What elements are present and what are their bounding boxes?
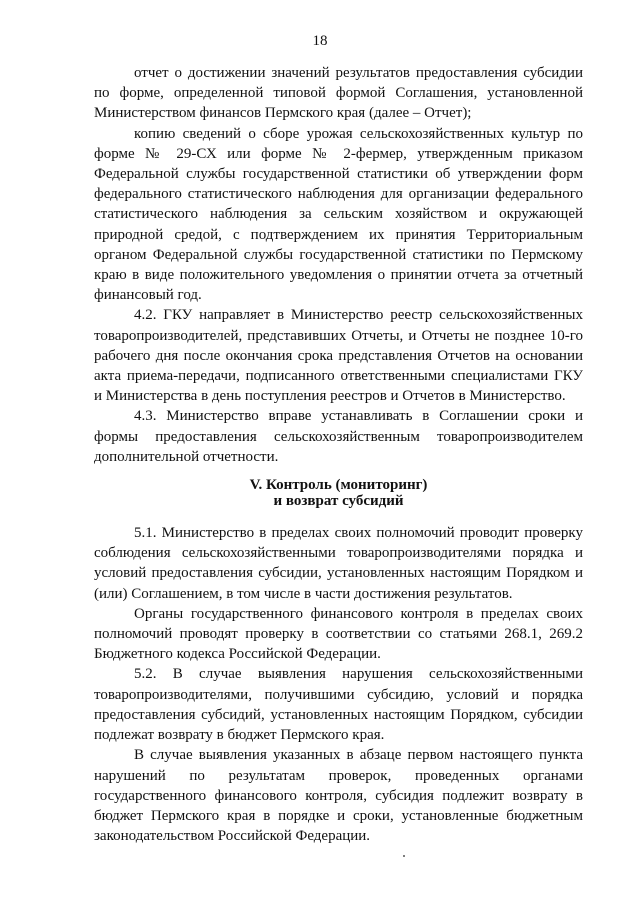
- page-number: 18: [312, 33, 328, 49]
- paragraph-5-1: 5.1. Министерство в пределах своих полномочий проводит проверку соблюдения сельскохозяйственными товаропроизводителями порядка и условий предоставления субсидии, установленных настоящим Порядком и (или) Соглашением, в том числе в части достижения результатов.: [94, 525, 583, 602]
- paragraph-report-achievement: отчет о достижении значений результатов предоставления субсидии по форме, определенной типовой формой Соглашения, установленной Министерством финансов Пермского края (далее – Отчет);: [94, 65, 583, 122]
- paragraph-financial-control: Органы государственного финансового контроля в пределах своих полномочий проводят проверку в соответствии со статьями 268.1, 269.2 Бюджетного кодекса Российской Федерации.: [94, 605, 583, 663]
- paragraph-4-3: 4.3. Министерство вправе устанавливать в Соглашении сроки и формы предоставления сельскохозяйственным товаропроизводителем дополнительной отчетности.: [94, 408, 583, 465]
- paragraph-4-2: 4.2. ГКУ направляет в Министерство реестр сельскохозяйственных товаропроизводителей, представивших Отчеты, и Отчеты не позднее 10-го рабочего дня после окончания срока представления Отчетов на основании акта приема-передачи, подписанного ответственными специалистами ГКУ и Министерства в день поступления реестров и Отчетов в Министерство.: [94, 307, 583, 405]
- paragraph-harvest-data-copy: копию сведений о сборе урожая сельскохозяйственных культур по форме № 29-СХ или форме № 2-фермер, утвержденным приказом Федеральной службы государственной статистики об утверждении форм федерального статистического наблюдения для организации федерального статистического наблюдения за сельским хозяйством и окружающей природной средой, с подтверждением их принятия Территориальным органом Федеральной службы государственной статистики по Пермскому краю в виде положительного уведомления о принятии отчета за отчетный финансовый год.: [94, 125, 583, 304]
- paragraph-5-2: 5.2. В случае выявления нарушения сельскохозяйственными товаропроизводителями, получившими субсидию, условий и порядка предоставления субсидий, установленных настоящим Порядком, субсидии подлежат возврату в бюджет Пермского края.: [94, 666, 583, 744]
- paragraph-violation-refund: В случае выявления указанных в абзаце первом настоящего пункта нарушений по результатам проверок, проведенных органами государственного финансового контроля, субсидия подлежит возврату в бюджет Пермского края в порядке и сроки, установленные бюджетным законодательством Российской Федерации.: [94, 747, 583, 845]
- scan-speck: [403, 855, 405, 857]
- document-body: [94, 63, 583, 846]
- section-heading-line-1: V. Контроль (мониторинг): [249, 477, 428, 494]
- section-heading-line-2: и возврат субсидий: [273, 493, 404, 510]
- section-heading: [94, 477, 583, 509]
